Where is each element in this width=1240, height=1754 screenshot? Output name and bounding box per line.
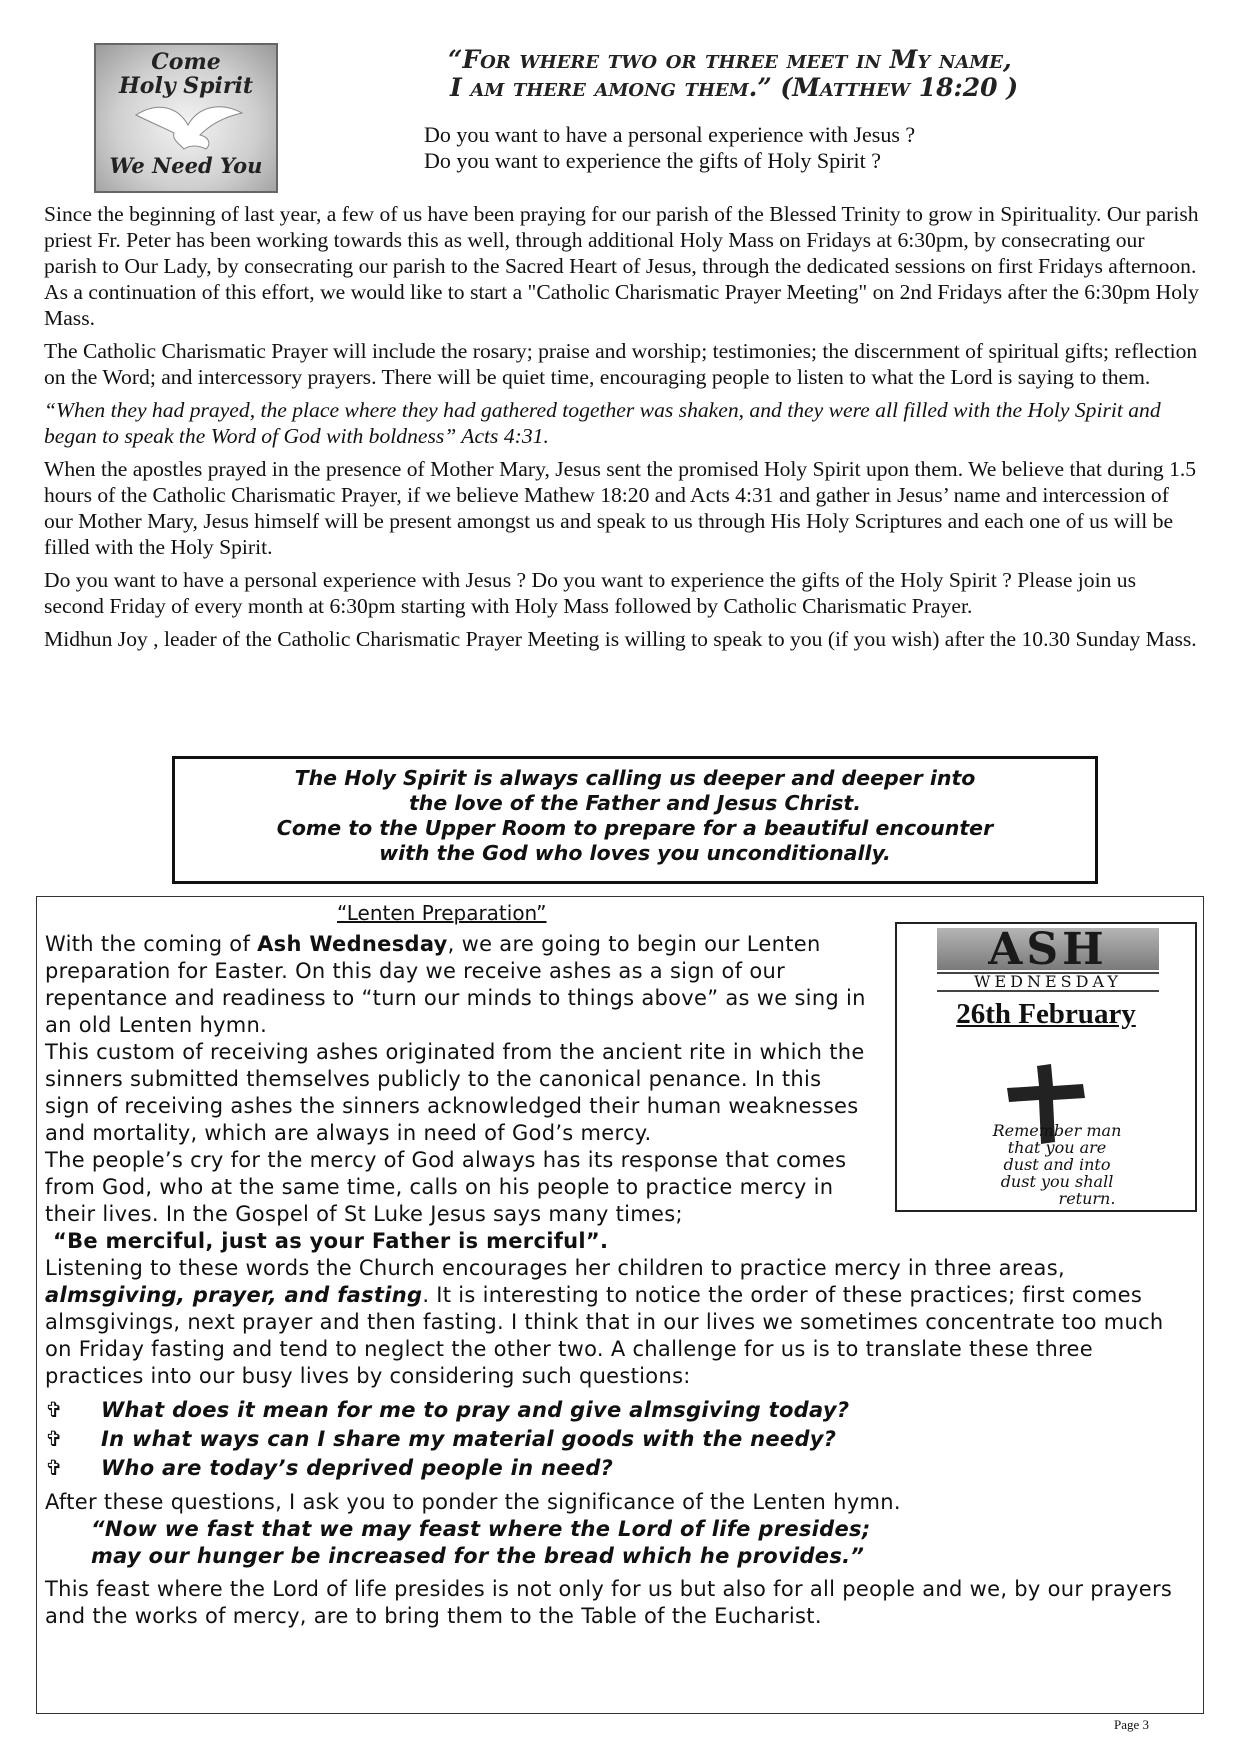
- ash-wednesday-image: [895, 922, 1197, 1212]
- paragraph: The Catholic Charismatic Prayer will include the rosary; praise and worship; testimonies; the discernment of spiritual gifts; reflection on the Word; and intercessory prayers. There will be quiet time, encouraging people to listen to what the Lord is saying to them.: [44, 339, 1198, 389]
- prayer-meeting-article: [44, 201, 1200, 659]
- dove-icon: [128, 97, 248, 155]
- text-run: , we are going to begin our Lenten preparation for Easter. On this day we receive ashes as a sign of our repentance and readiness to “turn our minds to things above” as we sing in an old Lenten hymn.: [45, 932, 866, 1037]
- text-run: . It is interesting to notice the order of these practices; first comes almsgivings, next prayer and then fasting. I think that in our lives we sometimes concentrate too much on Friday fasting and tend to neglect the other two. A challenge for us is to translate these three practices into our busy lives by considering such questions:: [45, 1283, 1164, 1388]
- paragraph: Do you want to have a personal experience with Jesus ? Do you want to experience the gifts of the Holy Spirit ? Please join us second Friday of every month at 6:30pm starting with Holy Mass followed by Catholic Charismatic Prayer.: [44, 568, 1137, 618]
- ash-wednesday-bold: Ash Wednesday: [257, 932, 448, 956]
- quote-line-1: “For where two or three meet in My name,: [448, 45, 1012, 74]
- be-merciful-quote: “Be merciful, just as your Father is merciful”.: [53, 1229, 609, 1253]
- paragraph: When the apostles prayed in the presence of Mother Mary, Jesus sent the promised Holy Spirit upon them. We believe that during 1.5 hours of the Catholic Charismatic Prayer, if we believe Mathew 18:20 and Acts 4:31 and gather in Jesus’ name and intercession of our Mother Mary, Jesus himself will be present amongst us and speak to us through His Holy Scriptures and each one of us will be filled with the Holy Spirit.: [44, 457, 1197, 559]
- cross-icon: ✞: [45, 1427, 63, 1451]
- acts-quote: “When they had prayed, the place where they had gathered together was shaken, and they were all filled with the Holy Spirit and began to speak the Word of God with boldness” Acts 4:31.: [44, 398, 1161, 448]
- callout-line-2: the love of the Father and Jesus Christ.: [408, 791, 862, 815]
- logo-line-3: We Need You: [109, 153, 263, 178]
- cross-icon: ✞: [45, 1398, 63, 1422]
- text-run: With the coming of: [45, 932, 258, 956]
- paragraph: Midhun Joy , leader of the Catholic Charismatic Prayer Meeting is willing to speak to you (if you wish) after the 10.30 Sunday Mass.: [44, 627, 1197, 651]
- caption-line: that you are: [1007, 1138, 1107, 1157]
- caption-line: return.: [1058, 1189, 1116, 1208]
- callout-line-3: Come to the Upper Room to prepare for a beautiful encounter: [276, 816, 994, 840]
- paragraph: The people’s cry for the mercy of God always has its response that comes from God, who at the same time, calls on his people to practice mercy in their lives. In the Gospel of St Luke Jesus says many times;: [45, 1148, 847, 1226]
- caption-line: Remember man: [992, 1121, 1122, 1140]
- wednesday-word: WEDNESDAY: [937, 972, 1159, 992]
- question-1: Do you want to have a personal experience with Jesus ?: [424, 122, 916, 147]
- lenten-title: “Lenten Preparation”: [337, 901, 547, 925]
- paragraph: After these questions, I ask you to ponder the significance of the Lenten hymn.: [45, 1490, 901, 1514]
- quote-line-2: I am there among them.” (Matthew 18:20 ): [450, 73, 1019, 102]
- list-item: [45, 1425, 1195, 1454]
- question-text: What does it mean for me to pray and give almsgiving today?: [101, 1398, 850, 1422]
- three-practices: almsgiving, prayer, and fasting: [45, 1283, 423, 1307]
- question-text: Who are today’s deprived people in need?: [101, 1456, 614, 1480]
- page-number: Page 3: [1114, 1717, 1150, 1732]
- logo-line-2: Holy Spirit: [119, 73, 253, 99]
- paragraph: This custom of receiving ashes originated from the ancient rite in which the sinners submitted themselves publicly to the canonical penance. In this sign of receiving ashes the sinners acknowledged their human weaknesses and mortality, which are always in need of God’s mercy.: [45, 1040, 865, 1145]
- caption-line: dust you shall: [1000, 1172, 1114, 1191]
- scripture-quote: [448, 46, 1018, 102]
- upper-room-callout: [172, 756, 1098, 884]
- ash-word: ASH: [937, 928, 1159, 970]
- question-text: In what ways can I share my material goods with the needy?: [101, 1427, 837, 1451]
- logo-line-1: Come: [151, 49, 221, 75]
- ash-date: 26th February: [956, 998, 1136, 1030]
- list-item: [45, 1454, 1195, 1483]
- text-run: Listening to these words the Church encourages her children to practice mercy in three areas,: [45, 1256, 1065, 1280]
- hymn-line-2: may our hunger be increased for the bread which he provides.”: [91, 1544, 865, 1568]
- paragraph: Since the beginning of last year, a few of us have been praying for our parish of the Blessed Trinity to grow in Spirituality. Our parish priest Fr. Peter has been working towards this as well, through additional Holy Mass on Fridays at 6:30pm, by consecrating our parish to Our Lady, by consecrating our parish to the Sacred Heart of Jesus, through the dedicated sessions on first Fridays afternoon. As a continuation of this effort, we would like to start a "Catholic Charismatic Prayer Meeting" on 2nd Fridays after the 6:30pm Holy Mass.: [44, 202, 1199, 330]
- paragraph: [45, 1255, 1195, 1390]
- question-2: Do you want to experience the gifts of Holy Spirit ?: [424, 148, 882, 173]
- callout-line-1: The Holy Spirit is always calling us deeper and deeper into: [294, 766, 976, 790]
- reflection-questions: [45, 1396, 1195, 1483]
- callout-line-4: with the God who loves you unconditionally.: [379, 841, 891, 865]
- hymn-line-1: “Now we fast that we may feast where the Lord of life presides;: [91, 1517, 871, 1541]
- cross-icon: ✞: [45, 1456, 63, 1480]
- paragraph: This feast where the Lord of life presides is not only for us but also for all people and we, by our prayers and the works of mercy, are to bring them to the Table of the Eucharist.: [45, 1577, 1173, 1628]
- come-holy-spirit-logo: [94, 43, 278, 193]
- ash-caption: [967, 1122, 1147, 1207]
- caption-line: dust and into: [1003, 1155, 1111, 1174]
- list-item: [45, 1396, 1195, 1425]
- intro-questions: [424, 122, 915, 174]
